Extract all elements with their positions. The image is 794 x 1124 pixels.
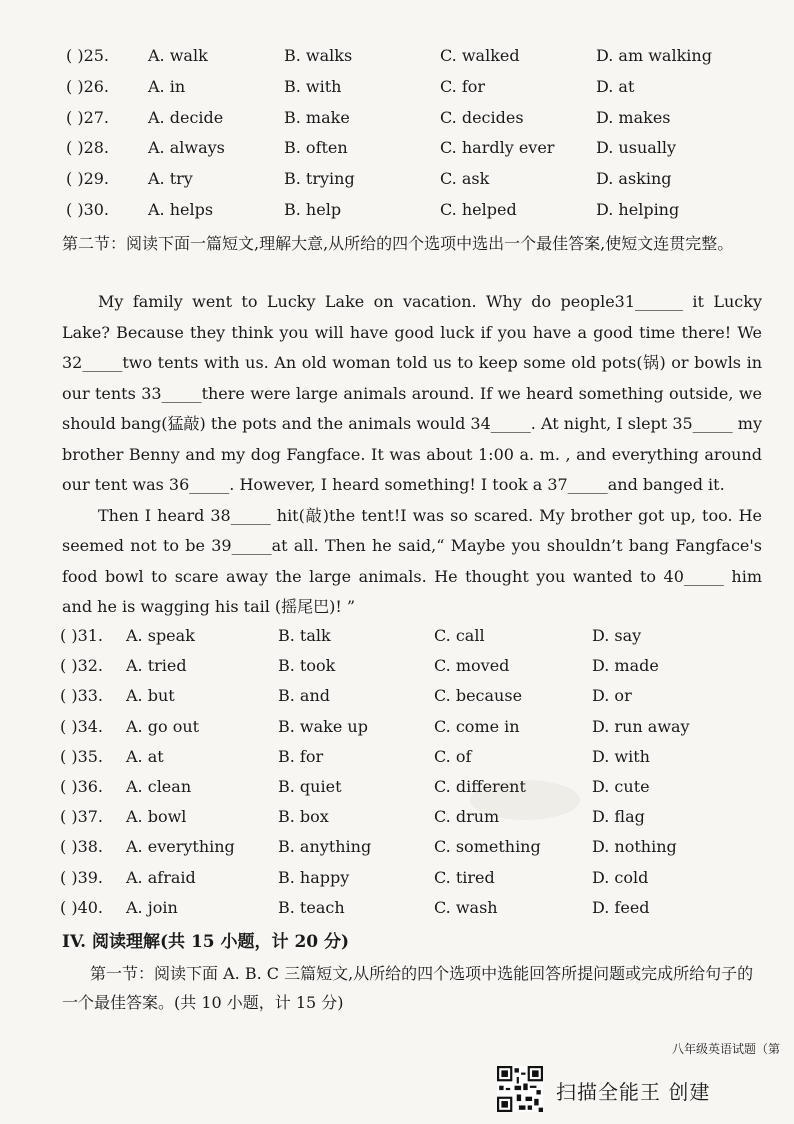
option-a: A. clean bbox=[126, 777, 192, 796]
question-row bbox=[0, 681, 794, 711]
question-number: ( )35. bbox=[60, 746, 104, 766]
question-number: ( )27. bbox=[66, 107, 110, 127]
option-d: D. at bbox=[596, 76, 635, 96]
question-row bbox=[0, 41, 794, 71]
option-b: B. and bbox=[278, 686, 331, 706]
option-d: D. cute bbox=[592, 777, 650, 796]
question-row bbox=[0, 712, 794, 742]
option-a: A. everything bbox=[126, 837, 235, 857]
option-a: A. tried bbox=[126, 656, 187, 676]
question-number: ( )34. bbox=[60, 716, 104, 736]
part4-section1-instruction: 第一节：阅读下面 A. B. C 三篇短文,从所给的四个选项中选能回答所提问题或完成所给句子的一个最佳答案。(共 10 小题，计 15 分) bbox=[62, 964, 754, 1012]
option-d: D. run away bbox=[592, 716, 690, 736]
option-b: B. for bbox=[278, 746, 324, 766]
option-b: B. took bbox=[278, 656, 336, 676]
option-a: A. at bbox=[126, 746, 164, 766]
question-row bbox=[0, 893, 794, 923]
question-number: ( )29. bbox=[66, 169, 110, 189]
option-c: C. because bbox=[434, 686, 523, 706]
question-row bbox=[0, 651, 794, 681]
option-a: A. join bbox=[126, 897, 178, 917]
question-row bbox=[0, 72, 794, 102]
option-d: D. flag bbox=[592, 807, 645, 827]
question-number: ( )40. bbox=[60, 897, 104, 917]
option-b: B. anything bbox=[278, 837, 372, 857]
question-number: ( )30. bbox=[66, 200, 110, 219]
option-a: A. bowl bbox=[126, 807, 187, 827]
question-number: ( )39. bbox=[60, 867, 104, 887]
question-row bbox=[0, 195, 794, 225]
question-row bbox=[0, 621, 794, 651]
option-b: B. quiet bbox=[278, 777, 342, 796]
part4-heading: IV. 阅读理解(共 15 小题，计 20 分) bbox=[62, 932, 350, 952]
option-d: D. feed bbox=[592, 897, 650, 917]
question-row bbox=[0, 863, 794, 893]
option-c: C. different bbox=[434, 777, 526, 796]
option-a: A. afraid bbox=[126, 867, 196, 887]
option-b: B. walks bbox=[284, 46, 353, 65]
option-a: A. go out bbox=[126, 716, 200, 736]
option-a: A. try bbox=[148, 169, 193, 189]
section2-instruction: 第二节：阅读下面一篇短文,理解大意,从所给的四个选项中选出一个最佳答案,使短文连贯完整。 bbox=[62, 234, 734, 253]
option-b: B. box bbox=[278, 807, 329, 827]
option-d: D. say bbox=[592, 626, 642, 645]
question-row bbox=[0, 772, 794, 802]
question-number: ( )28. bbox=[66, 138, 110, 158]
option-a: A. helps bbox=[148, 200, 214, 219]
option-c: C. hardly ever bbox=[440, 138, 555, 158]
question-number: ( )33. bbox=[60, 686, 104, 706]
option-c: C. wash bbox=[434, 897, 498, 917]
option-d: D. made bbox=[592, 656, 659, 676]
option-b: B. make bbox=[284, 107, 350, 127]
option-c: C. decides bbox=[440, 107, 524, 127]
option-c: C. helped bbox=[440, 200, 517, 219]
option-a: A. always bbox=[148, 138, 225, 158]
question-number: ( )38. bbox=[60, 837, 104, 857]
option-b: B. happy bbox=[278, 867, 350, 887]
option-d: D. with bbox=[592, 746, 650, 766]
cloze-passage bbox=[62, 287, 762, 623]
option-d: D. cold bbox=[592, 867, 649, 887]
option-a: A. in bbox=[148, 76, 186, 96]
option-c: C. something bbox=[434, 837, 541, 857]
option-b: B. wake up bbox=[278, 716, 368, 736]
question-number: ( )25. bbox=[66, 46, 110, 65]
option-c: C. moved bbox=[434, 656, 510, 676]
passage-paragraph-1: My family went to Lucky Lake on vacation. Why do people31______ it Lucky Lake? Because they think you will have good luck if you have a good time there! We 32_____two tents with us. An old woman told us to keep some old pots(锅) or bowls in our tents 33_____there were large animals around. If we heard something outside, we should bang(猛敲) the pots and the animals would 34_____. At night, I slept 35_____ my brother Benny and my dog Fangface. It was about 1:00 a. m. , and everything around our tent was 36_____. However, I heard something! I took a 37_____and banged it. bbox=[62, 292, 762, 494]
question-row bbox=[0, 133, 794, 163]
option-c: C. come in bbox=[434, 716, 520, 736]
option-b: B. help bbox=[284, 200, 342, 219]
question-row bbox=[0, 742, 794, 772]
option-d: D. makes bbox=[596, 107, 671, 127]
option-c: C. drum bbox=[434, 807, 500, 827]
question-number: ( )31. bbox=[60, 626, 104, 645]
option-a: A. decide bbox=[148, 107, 224, 127]
option-a: A. walk bbox=[148, 46, 208, 65]
qr-code-icon bbox=[497, 1066, 543, 1112]
option-d: D. or bbox=[592, 686, 632, 706]
option-a: A. speak bbox=[126, 626, 195, 645]
option-c: C. ask bbox=[440, 169, 490, 189]
question-number: ( )32. bbox=[60, 656, 104, 676]
question-number: ( )37. bbox=[60, 807, 104, 827]
option-c: C. of bbox=[434, 746, 472, 766]
option-d: D. usually bbox=[596, 138, 677, 158]
option-c: C. for bbox=[440, 76, 486, 96]
option-c: C. walked bbox=[440, 46, 520, 65]
scanner-brand-label: 扫描全能王 创建 bbox=[556, 1080, 711, 1104]
option-b: B. teach bbox=[278, 897, 345, 917]
option-b: B. often bbox=[284, 138, 348, 158]
question-row bbox=[0, 802, 794, 832]
question-row bbox=[0, 832, 794, 862]
option-d: D. nothing bbox=[592, 837, 677, 857]
option-b: B. with bbox=[284, 76, 342, 96]
option-c: C. call bbox=[434, 626, 485, 645]
page-footer: 八年级英语试题（第 bbox=[671, 1042, 780, 1056]
question-number: ( )26. bbox=[66, 76, 110, 96]
option-c: C. tired bbox=[434, 867, 495, 887]
question-row bbox=[0, 103, 794, 133]
option-b: B. talk bbox=[278, 626, 331, 645]
option-d: D. am walking bbox=[596, 46, 712, 65]
option-d: D. helping bbox=[596, 200, 680, 219]
question-row bbox=[0, 164, 794, 194]
option-b: B. trying bbox=[284, 169, 355, 189]
passage-paragraph-2: Then I heard 38_____ hit(敲)the tent!I was so scared. My brother got up, too. He seemed not to be 39_____at all. Then he said,“ Maybe you shouldn’t bang Fangface's food bowl to scare away the large animals. He thought you wanted to 40_____ him and he is wagging his tail (摇尾巴)! ” bbox=[62, 505, 762, 616]
question-number: ( )36. bbox=[60, 777, 104, 796]
option-a: A. but bbox=[126, 686, 175, 706]
option-d: D. asking bbox=[596, 169, 672, 189]
